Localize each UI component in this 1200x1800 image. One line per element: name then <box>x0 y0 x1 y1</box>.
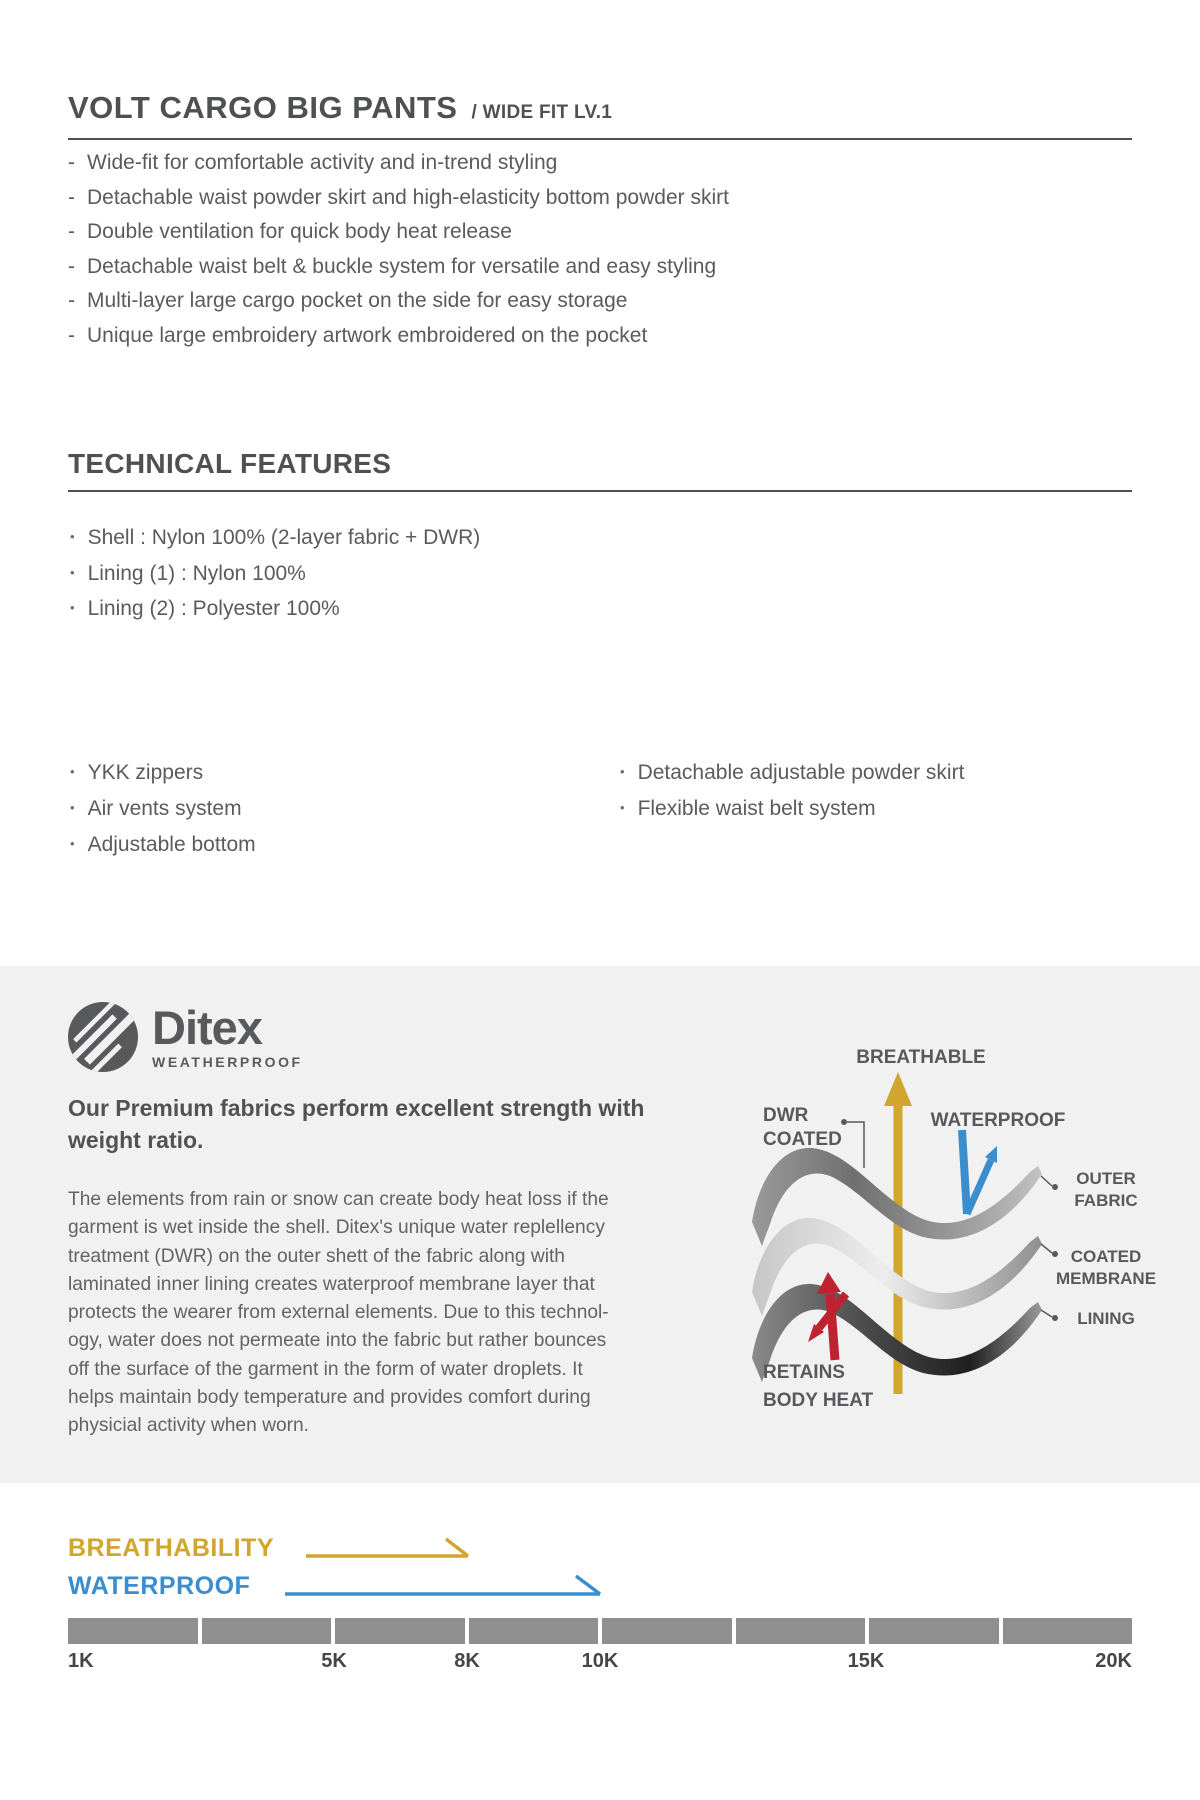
coated-membrane-pointer <box>1041 1244 1058 1257</box>
ditex-brand-name: Ditex <box>152 1001 262 1054</box>
feature-item: - Unique large embroidery artwork embroidered on the pocket <box>68 319 1132 354</box>
ditex-logo-icon <box>68 1002 138 1072</box>
details-column-1 <box>70 754 256 862</box>
dwr-coated-label: COATED <box>763 1129 842 1150</box>
scale-arrow-lines <box>0 1520 1200 1630</box>
scale-segment <box>1003 1618 1133 1644</box>
dwr-coated-label: DWR <box>763 1105 809 1126</box>
materials-list <box>70 520 480 627</box>
material-item: • Lining (1) : Nylon 100% <box>70 556 480 592</box>
waterproof-arrow-line <box>285 1576 600 1594</box>
waterproof-scale-label: WATERPROOF <box>68 1572 251 1600</box>
breathability-arrow-line <box>306 1539 468 1556</box>
scale-tick: 1K <box>68 1650 94 1672</box>
feature-item: - Detachable waist belt & buckle system for versatile and easy styling <box>68 250 1132 285</box>
feature-item: - Multi-layer large cargo pocket on the side for easy storage <box>68 284 1132 319</box>
feature-item: - Detachable waist powder skirt and high-elasticity bottom powder skirt <box>68 181 1132 216</box>
ditex-headline: Our Premium fabrics perform excellent strength with weight ratio. <box>68 1095 645 1153</box>
outer-fabric-label: OUTER <box>1076 1169 1136 1188</box>
scale-tick: 15K <box>847 1650 885 1672</box>
retains-body-heat-label: RETAINS <box>763 1362 845 1383</box>
details-column-2 <box>620 754 964 826</box>
breathability-label: BREATHABILITY <box>68 1534 275 1562</box>
outer-fabric-pointer <box>1041 1176 1058 1190</box>
ditex-brand-tagline: WEATHERPROOF <box>152 1054 303 1070</box>
outer-fabric-label: FABRIC <box>1074 1191 1138 1210</box>
product-subtitle: / WIDE FIT LV.1 <box>471 102 613 123</box>
detail-item: • Adjustable bottom <box>70 826 256 862</box>
scale-segment <box>469 1618 599 1644</box>
scale-segment <box>335 1618 465 1644</box>
feature-list <box>68 146 1132 354</box>
ditex-logo-row <box>68 1002 303 1072</box>
detail-item: • Air vents system <box>70 790 256 826</box>
waterproof-arrow <box>962 1130 997 1214</box>
retains-body-heat-label: BODY HEAT <box>763 1390 874 1411</box>
scale-segment <box>202 1618 332 1644</box>
breathable-label: BREATHABLE <box>856 1047 986 1068</box>
ditex-section <box>0 966 1200 1483</box>
coated-membrane-label: MEMBRANE <box>1055 1269 1157 1288</box>
detail-item: • Flexible waist belt system <box>620 790 964 826</box>
page-header <box>68 90 1132 140</box>
ditex-brand-block <box>152 1002 303 1070</box>
fabric-layers-diagram <box>640 1026 1157 1456</box>
waterproof-label: WATERPROOF <box>930 1110 1066 1131</box>
feature-item: - Wide-fit for comfortable activity and in-trend styling <box>68 146 1132 181</box>
scale-tick: 5K <box>321 1650 347 1672</box>
scale-segment <box>602 1618 732 1644</box>
detail-item: • Detachable adjustable powder skirt <box>620 754 964 790</box>
scale-tick: 10K <box>581 1650 619 1672</box>
product-title: VOLT CARGO BIG PANTS <box>68 90 458 125</box>
scale-segment <box>869 1618 999 1644</box>
rating-scale-bar <box>68 1618 1132 1644</box>
scale-segment <box>736 1618 866 1644</box>
material-item: • Shell : Nylon 100% (2-layer fabric + DWR) <box>70 520 480 556</box>
feature-item: - Double ventilation for quick body heat release <box>68 215 1132 250</box>
lining-pointer <box>1041 1310 1058 1321</box>
detail-item: • YKK zippers <box>70 754 256 790</box>
coated-membrane-label: COATED <box>1070 1247 1142 1266</box>
scale-segment <box>68 1618 198 1644</box>
scale-tick: 20K <box>1095 1650 1132 1672</box>
dwr-pointer-line <box>841 1119 864 1168</box>
technical-features-heading: TECHNICAL FEATURES <box>68 448 1132 492</box>
material-item: • Lining (2) : Polyester 100% <box>70 591 480 627</box>
ditex-description: The elements from rain or snow can create body heat loss if the garment is wet inside the shell. Ditex's unique water replellency treatment (DWR) on the outer shett of the fabric along with laminated inner lining creates waterproof membrane layer that protects the wearer from external elements. Due to this technol-ogy, water does not permeate into the fabric but rather bounces off the surface of the garment in the form of water droplets. It helps maintain body temperature and provides comfort during physicial activity when worn. <box>68 1189 609 1437</box>
scale-tick: 8K <box>454 1650 480 1672</box>
lining-label: LINING <box>1077 1309 1135 1328</box>
